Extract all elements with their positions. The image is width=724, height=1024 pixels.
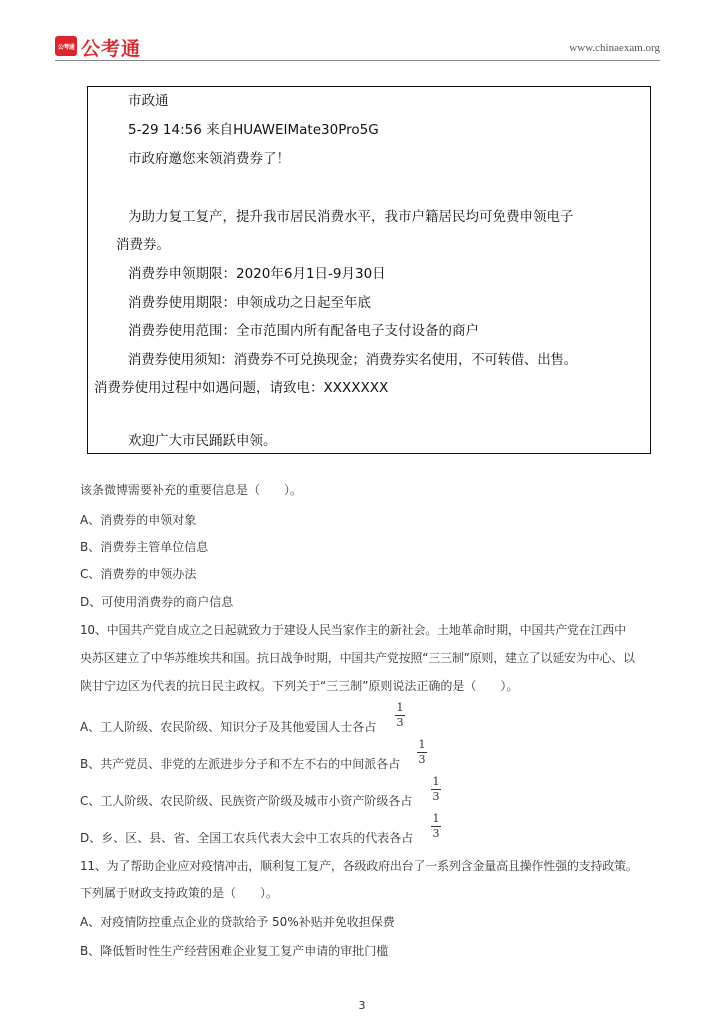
q10-option-d-fraction: 1 3 <box>432 812 440 840</box>
q10-stem-line3: 陕甘宁边区为代表的抗日民主政权。下列关于“三三制”原则说法正确的是（ ）。 <box>80 679 519 693</box>
q9-option-a: A、消费券的申领对象 <box>80 513 197 527</box>
weibo-use-period: 消费券使用期限：申领成功之日起至年底 <box>128 295 371 311</box>
q9-option-b: B、消费券主管单位信息 <box>80 540 209 554</box>
q11-option-b: B、降低暂时性生产经营困难企业复工复产申请的审批门槛 <box>80 944 389 958</box>
q10-option-d: D、乡、区、县、省、全国工农兵代表大会中工农兵的代表各占 <box>80 831 414 845</box>
weibo-notice-line1: 消费券使用须知：消费券不可兑换现金；消费券实名使用，不可转借、出售。 <box>128 352 577 368</box>
weibo-account: 市政通 <box>128 93 169 109</box>
page-number: 3 <box>358 999 366 1012</box>
q10-option-a: A、工人阶级、农民阶级、知识分子及其他爱国人士各占 <box>80 720 377 734</box>
weibo-title: 市政府邀您来领消费券了！ <box>128 151 290 167</box>
weibo-meta: 5-29 14:56 来自HUAWEIMate30Pro5G <box>128 122 379 138</box>
weibo-para1-line2: 消费券。 <box>116 237 170 253</box>
q9-option-d: D、可使用消费券的商户信息 <box>80 595 234 609</box>
weibo-post-box <box>87 86 651 454</box>
q10-stem-line2: 央苏区建立了中华苏维埃共和国。抗日战争时期，中国共产党按照“三三制”原则，建立了以延安为中心、以 <box>80 651 635 665</box>
q11-stem-line1: 11、为了帮助企业应对疫情冲击，顺利复工复产，各级政府出台了一系列含金量高且操作性强的支持政策。 <box>80 859 638 873</box>
logo-badge: 公考通 <box>55 36 77 56</box>
weibo-closing: 欢迎广大市民踊跃申领。 <box>128 433 277 449</box>
page-header <box>55 36 660 60</box>
q11-option-a: A、对疫情防控重点企业的贷款给予 50%补贴并免收担保费 <box>80 915 395 929</box>
weibo-apply-period: 消费券申领期限：2020年6月1日-9月30日 <box>128 266 386 282</box>
logo-text: 公考通 <box>81 38 142 60</box>
header-divider <box>55 60 660 61</box>
q10-stem-line1: 10、中国共产党自成立之日起就致力于建设人民当家作主的新社会。土地革命时期，中国共产党在江西中 <box>80 623 626 637</box>
q11-stem-line2: 下列属于财政支持政策的是（ ）。 <box>80 886 279 900</box>
q10-option-a-fraction: 1 3 <box>396 701 404 729</box>
q9-stem: 该条微博需要补充的重要信息是（ ）。 <box>80 483 303 497</box>
weibo-para1-line1: 为助力复工复产，提升我市居民消费水平，我市户籍居民均可免费申领电子 <box>128 209 574 225</box>
q10-option-c: C、工人阶级、农民阶级、民族资产阶级及城市小资产阶级各占 <box>80 794 413 808</box>
q9-option-c: C、消费券的申领办法 <box>80 567 197 581</box>
q10-option-c-fraction: 1 3 <box>432 775 440 803</box>
q10-option-b: B、共产党员、非党的左派进步分子和不左不右的中间派各占 <box>80 757 401 771</box>
site-url[interactable]: www.chinaexam.org <box>569 42 660 54</box>
weibo-notice-line2: 消费券使用过程中如遇问题，请致电：XXXXXXX <box>94 380 389 396</box>
weibo-use-scope: 消费券使用范围：全市范围内所有配备电子支付设备的商户 <box>128 323 479 339</box>
q10-option-b-fraction: 1 3 <box>418 738 426 766</box>
